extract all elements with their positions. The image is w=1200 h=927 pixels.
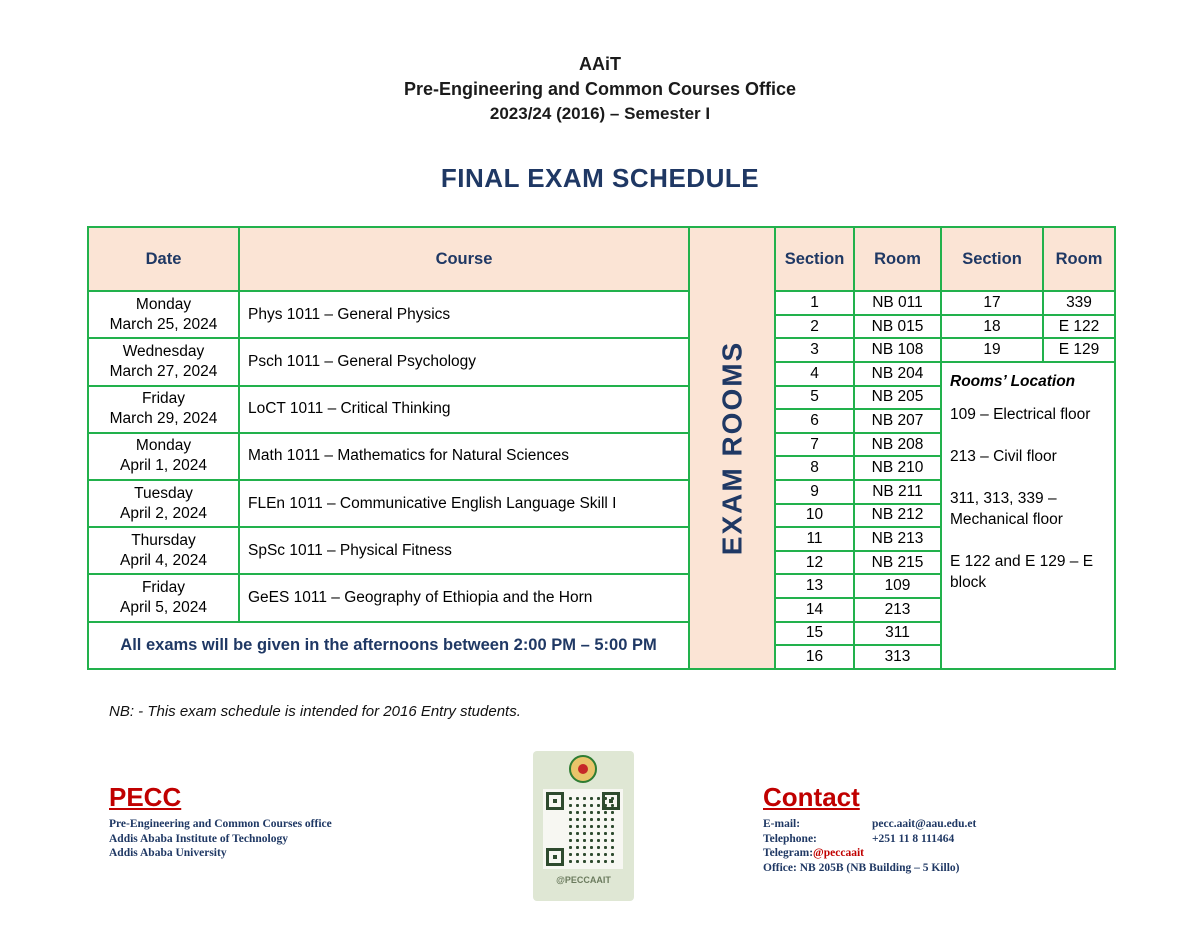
rooms-location-box [941, 362, 1115, 669]
section-cell: 5 [775, 386, 854, 410]
section-cell: 15 [775, 622, 854, 646]
email-label: E-mail: [763, 818, 801, 830]
exam-date: Wednesday March 27, 2024 [88, 338, 239, 385]
room-cell: NB 015 [854, 315, 941, 339]
section-cell: 1 [775, 291, 854, 315]
contact-title: Contact [763, 782, 860, 812]
header-institution: AAiT [579, 54, 621, 74]
table-header-row [88, 227, 1115, 291]
room-cell: NB 213 [854, 527, 941, 551]
room-cell: NB 210 [854, 456, 941, 480]
exam-date: Thursday April 4, 2024 [88, 527, 239, 574]
room-cell: NB 208 [854, 433, 941, 457]
table-row [88, 338, 1115, 362]
exam-date: Monday March 25, 2024 [88, 291, 239, 338]
room-cell: 213 [854, 598, 941, 622]
room-cell: 311 [854, 622, 941, 646]
room-cell: NB 212 [854, 504, 941, 528]
contact-email-row [763, 817, 1063, 832]
room-cell: E 129 [1043, 338, 1115, 362]
phone-label: Telephone: [763, 832, 817, 845]
exam-date: Monday April 1, 2024 [88, 433, 239, 480]
room-cell: NB 108 [854, 338, 941, 362]
room-cell: 313 [854, 645, 941, 669]
pecc-line: Addis Ababa University [109, 847, 227, 859]
table-row [88, 291, 1115, 315]
col-header-section-2: Section [941, 227, 1043, 291]
room-cell: E 122 [1043, 315, 1115, 339]
room-cell: NB 011 [854, 291, 941, 315]
page-title: FINAL EXAM SCHEDULE [440, 163, 760, 193]
col-header-course: Course [239, 227, 689, 291]
room-cell: NB 205 [854, 386, 941, 410]
col-header-section: Section [775, 227, 854, 291]
section-cell: 10 [775, 504, 854, 528]
header-office: Pre-Engineering and Common Courses Office [403, 79, 797, 99]
exam-course: SpSc 1011 – Physical Fitness [239, 527, 689, 574]
section-cell: 17 [941, 291, 1043, 315]
location-line: 213 – Civil floor [950, 448, 1057, 466]
section-cell: 18 [941, 315, 1043, 339]
email-value[interactable]: pecc.aait@aau.edu.et [872, 818, 977, 830]
telegram-value[interactable]: @peccaait [813, 847, 864, 859]
pecc-line: Addis Ababa Institute of Technology [109, 832, 288, 845]
section-cell: 9 [775, 480, 854, 504]
col-header-date: Date [88, 227, 239, 291]
location-line: 311, 313, 339 – Mechanical floor [950, 490, 1063, 529]
section-cell: 16 [775, 645, 854, 669]
qr-finder-icon [546, 848, 564, 866]
qr-code-card [533, 751, 634, 901]
room-cell: NB 215 [854, 551, 941, 575]
room-cell: 109 [854, 574, 941, 598]
room-cell: 339 [1043, 291, 1115, 315]
exam-course: GeES 1011 – Geography of Ethiopia and the Horn [239, 574, 689, 621]
location-line: 109 – Electrical floor [950, 406, 1091, 424]
room-cell: NB 207 [854, 409, 941, 433]
exam-rooms-label [689, 227, 775, 669]
col-header-room: Room [854, 227, 941, 291]
section-cell: 12 [775, 551, 854, 575]
qr-code-icon [543, 789, 623, 869]
qr-pattern [567, 795, 617, 863]
exam-course: Psch 1011 – General Psychology [239, 338, 689, 385]
contact-phone-row [763, 832, 1063, 847]
exam-course: Math 1011 – Mathematics for Natural Sciences [239, 433, 689, 480]
exam-date: Friday April 5, 2024 [88, 574, 239, 621]
rooms-location-title: Rooms’ Location [950, 373, 1076, 391]
exam-date: Tuesday April 2, 2024 [88, 480, 239, 527]
telegram-label: Telegram: [763, 847, 814, 859]
pecc-address [109, 817, 332, 861]
col-header-room-2: Room [1043, 227, 1115, 291]
location-line: E 122 and E 129 – E block [950, 553, 1094, 592]
section-cell: 4 [775, 362, 854, 386]
entry-students-note: NB: - This exam schedule is intended for 2016 Entry students. [109, 703, 521, 720]
section-cell: 2 [775, 315, 854, 339]
exam-course: Phys 1011 – General Physics [239, 291, 689, 338]
section-cell: 8 [775, 456, 854, 480]
section-cell: 3 [775, 338, 854, 362]
section-cell: 7 [775, 433, 854, 457]
header-semester: 2023/24 (2016) – Semester I [489, 104, 711, 123]
contact-office-row: Office: NB 205B (NB Building – 5 Killo) [763, 861, 960, 874]
section-cell: 11 [775, 527, 854, 551]
exam-schedule-table [87, 226, 1116, 670]
qr-finder-icon [546, 792, 564, 810]
phone-value: +251 11 8 111464 [872, 832, 955, 845]
section-cell: 6 [775, 409, 854, 433]
contact-telegram-row [763, 846, 1063, 861]
contact-details [763, 817, 1063, 875]
qr-handle: @PECCAAIT [556, 875, 611, 885]
university-logo-icon [569, 755, 597, 783]
exam-date: Friday March 29, 2024 [88, 386, 239, 433]
section-cell: 19 [941, 338, 1043, 362]
exam-course: FLEn 1011 – Communicative English Language Skill I [239, 480, 689, 527]
pecc-line: Pre-Engineering and Common Courses office [109, 818, 332, 830]
room-cell: NB 211 [854, 480, 941, 504]
section-cell: 13 [775, 574, 854, 598]
section-cell: 14 [775, 598, 854, 622]
pecc-title: PECC [109, 782, 182, 812]
exam-time-note: All exams will be given in the afternoons between 2:00 PM – 5:00 PM [88, 622, 689, 669]
exam-course: LoCT 1011 – Critical Thinking [239, 386, 689, 433]
exam-rooms-text: EXAM ROOMS [716, 340, 748, 556]
room-cell: NB 204 [854, 362, 941, 386]
